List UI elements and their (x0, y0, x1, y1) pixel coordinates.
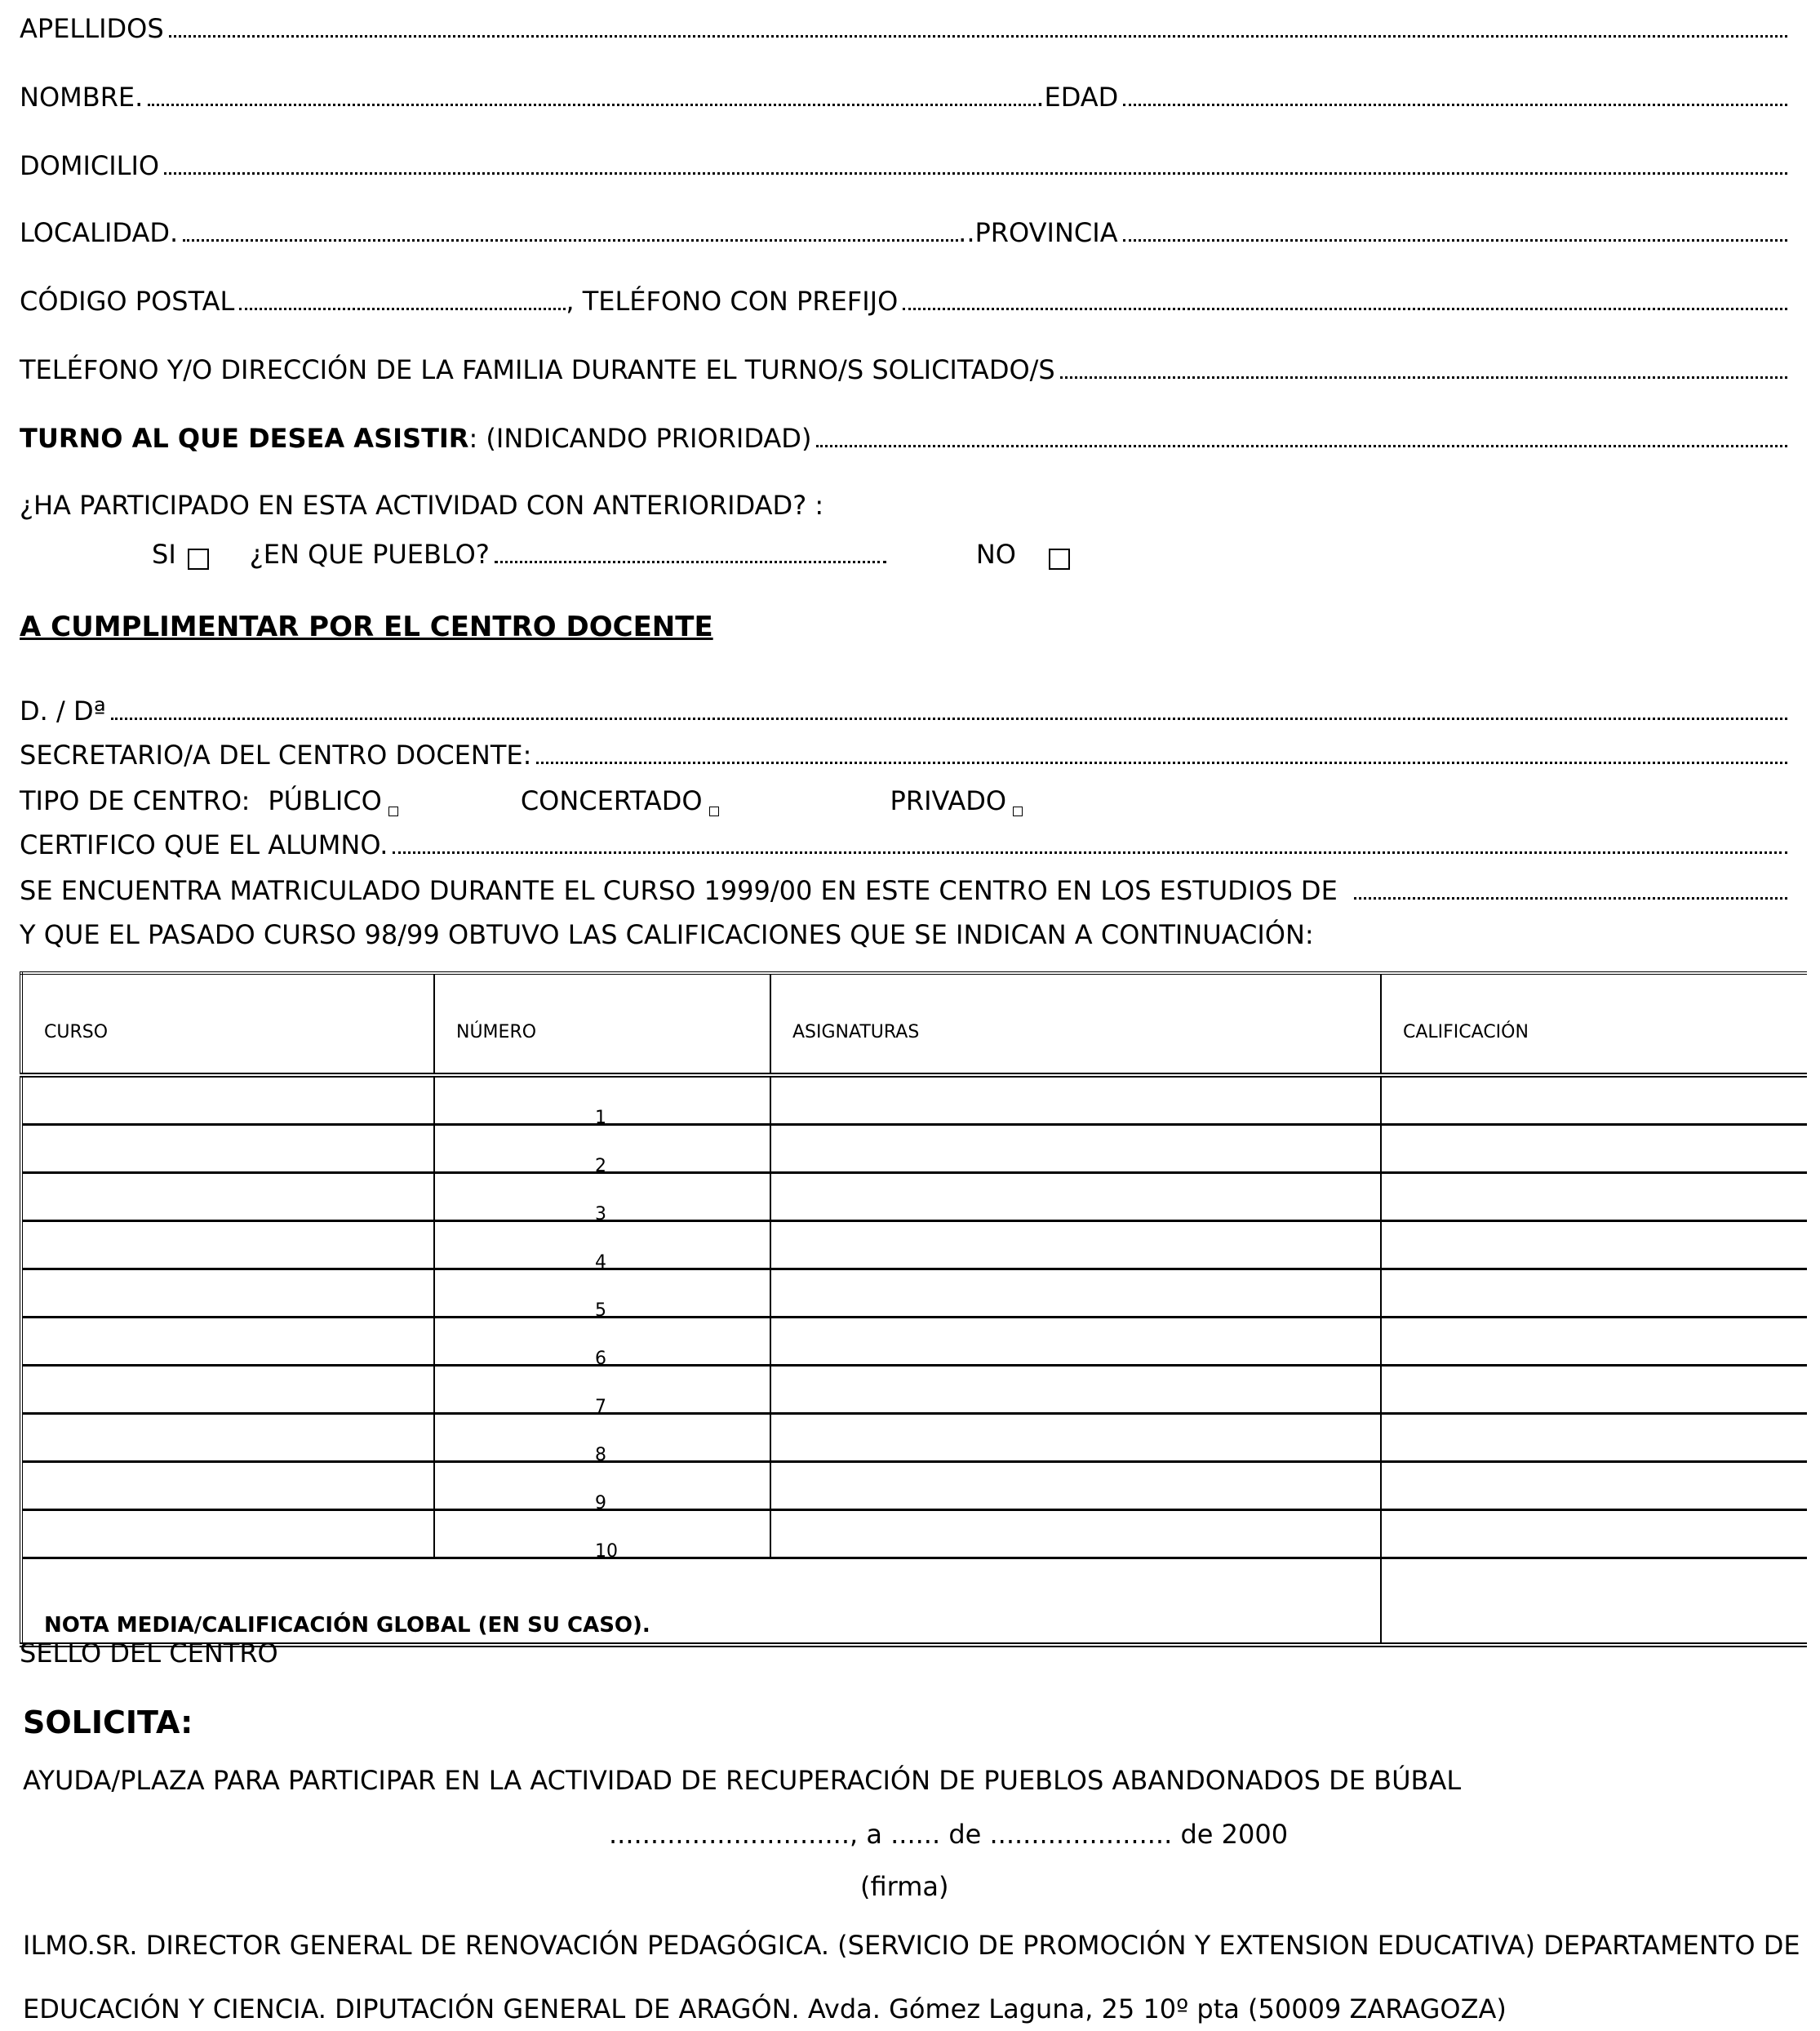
row-number: 5 (595, 1300, 606, 1321)
numero-cell (434, 1269, 770, 1321)
nota-media-row (21, 1558, 1807, 1646)
table-row (21, 1318, 1807, 1366)
si-label: SI (152, 539, 176, 570)
turno-row[interactable] (20, 418, 1787, 454)
numero-cell (434, 1221, 770, 1273)
numero-cell (434, 1414, 770, 1465)
nota-media-label: NOTA MEDIA/CALIFICACIÓN GLOBAL (EN SU CASO). (21, 1558, 1381, 1646)
row-number: 3 (595, 1204, 606, 1224)
telefono-familia-row[interactable] (20, 349, 1787, 385)
si-checkbox[interactable] (188, 549, 209, 570)
table-row (21, 1173, 1807, 1221)
curso-cell[interactable] (21, 1221, 434, 1269)
table-header-row (21, 973, 1807, 1075)
calificacion-cell[interactable] (1381, 1075, 1807, 1125)
curso-cell[interactable] (21, 1462, 434, 1510)
header-asignaturas: ASIGNATURAS (770, 973, 1381, 1075)
domicilio-field[interactable] (164, 172, 1787, 175)
apellidos-label: APELLIDOS (20, 13, 164, 44)
asignatura-cell[interactable] (770, 1269, 1381, 1318)
curso-cell[interactable] (21, 1269, 434, 1318)
header-curso: CURSO (21, 973, 434, 1075)
destinatario-line2: EDUCACIÓN Y CIENCIA. DIPUTACIÓN GENERAL DE ARAGÓN. Avda. Gómez Laguna, 25 10º pta (50009 ZARAGOZA) (23, 1993, 1507, 2024)
dona-label: D. / Dª (20, 696, 106, 727)
calificacion-cell[interactable] (1381, 1318, 1807, 1366)
row-number: 6 (595, 1349, 606, 1369)
certifico-label: CERTIFICO QUE EL ALUMNO. (20, 829, 388, 860)
tipo-label: TIPO DE CENTRO: (20, 785, 251, 816)
curso-cell[interactable] (21, 1318, 434, 1366)
calificacion-cell[interactable] (1381, 1414, 1807, 1462)
matriculado-field[interactable] (1354, 897, 1787, 900)
calificacion-cell[interactable] (1381, 1462, 1807, 1510)
calificaciones-row (20, 914, 1787, 950)
publico-checkbox[interactable] (388, 807, 398, 816)
table-row (21, 1221, 1807, 1269)
row-number: 8 (595, 1445, 606, 1465)
calificacion-cell[interactable] (1381, 1366, 1807, 1414)
centro-heading: A CUMPLIMENTAR POR EL CENTRO DOCENTE (20, 611, 713, 643)
numero-cell (434, 1125, 770, 1176)
table-row (21, 1414, 1807, 1462)
row-number: 7 (595, 1397, 606, 1417)
participado-options (152, 534, 1787, 570)
certifico-row[interactable] (20, 824, 1787, 860)
grades-table (20, 971, 1807, 1647)
edad-field[interactable] (1123, 104, 1787, 106)
curso-cell[interactable] (21, 1414, 434, 1462)
telefono-familia-field[interactable] (1060, 376, 1787, 379)
asignatura-cell[interactable] (770, 1221, 1381, 1269)
codigo-postal-label: CÓDIGO POSTAL (20, 286, 235, 317)
calificacion-cell[interactable] (1381, 1173, 1807, 1221)
certifico-field[interactable] (393, 851, 1787, 854)
asignatura-cell[interactable] (770, 1414, 1381, 1462)
localidad-field[interactable] (183, 239, 958, 242)
concertado-checkbox[interactable] (709, 807, 719, 816)
privado-checkbox[interactable] (1013, 807, 1023, 816)
pueblo-label: ¿EN QUE PUEBLO? (249, 539, 490, 570)
table-row (21, 1366, 1807, 1414)
header-numero: NÚMERO (434, 973, 770, 1075)
domicilio-row[interactable] (20, 145, 1787, 181)
numero-cell (434, 1318, 770, 1369)
nombre-label: NOMBRE. (20, 82, 144, 113)
provincia-label: ..PROVINCIA (958, 217, 1118, 248)
calificacion-cell[interactable] (1381, 1510, 1807, 1558)
numero-cell (434, 1075, 770, 1128)
row-number: 10 (595, 1541, 618, 1562)
curso-cell[interactable] (21, 1125, 434, 1173)
asignatura-cell[interactable] (770, 1318, 1381, 1366)
secretario-row[interactable] (20, 735, 1787, 771)
destinatario-line1: ILMO.SR. DIRECTOR GENERAL DE RENOVACIÓN PEDAGÓGICA. (SERVICIO DE PROMOCIÓN Y EXTENSION EDUCATIVA) DEPARTAMENTO DE (23, 1930, 1800, 1961)
secretario-label: SECRETARIO/A DEL CENTRO DOCENTE: (20, 740, 532, 771)
turno-label: TURNO AL QUE DESEA ASISTIR (20, 423, 469, 454)
domicilio-label: DOMICILIO (20, 150, 160, 181)
publico-label: PÚBLICO (268, 785, 382, 816)
table-row (21, 1075, 1807, 1125)
table-row (21, 1510, 1807, 1558)
localidad-row[interactable] (20, 212, 1787, 248)
curso-cell[interactable] (21, 1173, 434, 1221)
table-row (21, 1125, 1807, 1173)
asignatura-cell[interactable] (770, 1462, 1381, 1510)
no-checkbox[interactable] (1049, 549, 1070, 570)
dona-row[interactable] (20, 691, 1787, 727)
matriculado-label: SE ENCUENTRA MATRICULADO DURANTE EL CURSO 1999/00 EN ESTE CENTRO EN LOS ESTUDIOS DE (20, 875, 1338, 906)
turno-field[interactable] (816, 445, 1787, 447)
no-label: NO (975, 539, 1016, 570)
dona-field[interactable] (111, 718, 1787, 720)
tipo-centro-row (20, 780, 1787, 816)
calificacion-cell[interactable] (1381, 1125, 1807, 1173)
telefono-familia-label: TELÉFONO Y/O DIRECCIÓN DE LA FAMILIA DURANTE EL TURNO/S SOLICITADO/S (20, 354, 1055, 385)
matriculado-row[interactable] (20, 870, 1787, 906)
row-number: 9 (595, 1493, 606, 1513)
table-row (21, 1462, 1807, 1510)
apellidos-field[interactable] (169, 35, 1787, 38)
pueblo-field[interactable] (495, 561, 886, 563)
concertado-label: CONCERTADO (520, 785, 703, 816)
curso-cell[interactable] (21, 1075, 434, 1125)
participado-label: ¿HA PARTICIPADO EN ESTA ACTIVIDAD CON ANTERIORIDAD? : (20, 490, 824, 521)
telefono-field[interactable] (903, 308, 1787, 310)
numero-cell (434, 1173, 770, 1224)
nota-media-cell[interactable] (1381, 1558, 1807, 1646)
provincia-field[interactable] (1123, 239, 1787, 242)
table-row (21, 1269, 1807, 1318)
header-calificacion: CALIFICACIÓN (1381, 973, 1807, 1075)
asignatura-cell[interactable] (770, 1510, 1381, 1558)
apellidos-row[interactable] (20, 8, 1787, 44)
asignatura-cell[interactable] (770, 1125, 1381, 1173)
codigo-postal-row[interactable] (20, 281, 1787, 317)
firma-label: (firma) (860, 1871, 949, 1902)
localidad-label: LOCALIDAD. (20, 217, 179, 248)
turno-sublabel: : (INDICANDO PRIORIDAD) (468, 423, 812, 454)
asignatura-cell[interactable] (770, 1075, 1381, 1125)
calificacion-cell[interactable] (1381, 1221, 1807, 1269)
numero-cell (434, 1366, 770, 1417)
solicita-title: SOLICITA: (23, 1704, 193, 1740)
numero-cell (434, 1462, 770, 1513)
curso-cell[interactable] (21, 1366, 434, 1414)
asignatura-cell[interactable] (770, 1366, 1381, 1414)
fecha-line[interactable]: ............................., a ...... de ...................... de 2000 (609, 1819, 1289, 1850)
asignatura-cell[interactable] (770, 1173, 1381, 1221)
telefono-label: , TELÉFONO CON PREFIJO (566, 286, 899, 317)
calificacion-cell[interactable] (1381, 1269, 1807, 1318)
secretario-field[interactable] (536, 762, 1787, 764)
participado-row (20, 485, 1787, 521)
row-number: 4 (595, 1252, 606, 1273)
row-number: 1 (595, 1108, 606, 1128)
sello-label: SELLO DEL CENTRO (20, 1638, 278, 1669)
row-number: 2 (595, 1156, 606, 1176)
nombre-field[interactable] (148, 104, 1036, 106)
calificaciones-label: Y QUE EL PASADO CURSO 98/99 OBTUVO LAS CALIFICACIONES QUE SE INDICAN A CONTINUACIÓN: (20, 919, 1314, 950)
edad-label: .EDAD (1036, 82, 1119, 113)
codigo-postal-field[interactable] (239, 308, 566, 310)
numero-cell (434, 1510, 770, 1562)
privado-label: PRIVADO (890, 785, 1007, 816)
solicita-text: AYUDA/PLAZA PARA PARTICIPAR EN LA ACTIVIDAD DE RECUPERACIÓN DE PUEBLOS ABANDONADOS DE BÚBAL (23, 1765, 1462, 1796)
nombre-row[interactable] (20, 77, 1787, 113)
curso-cell[interactable] (21, 1510, 434, 1558)
